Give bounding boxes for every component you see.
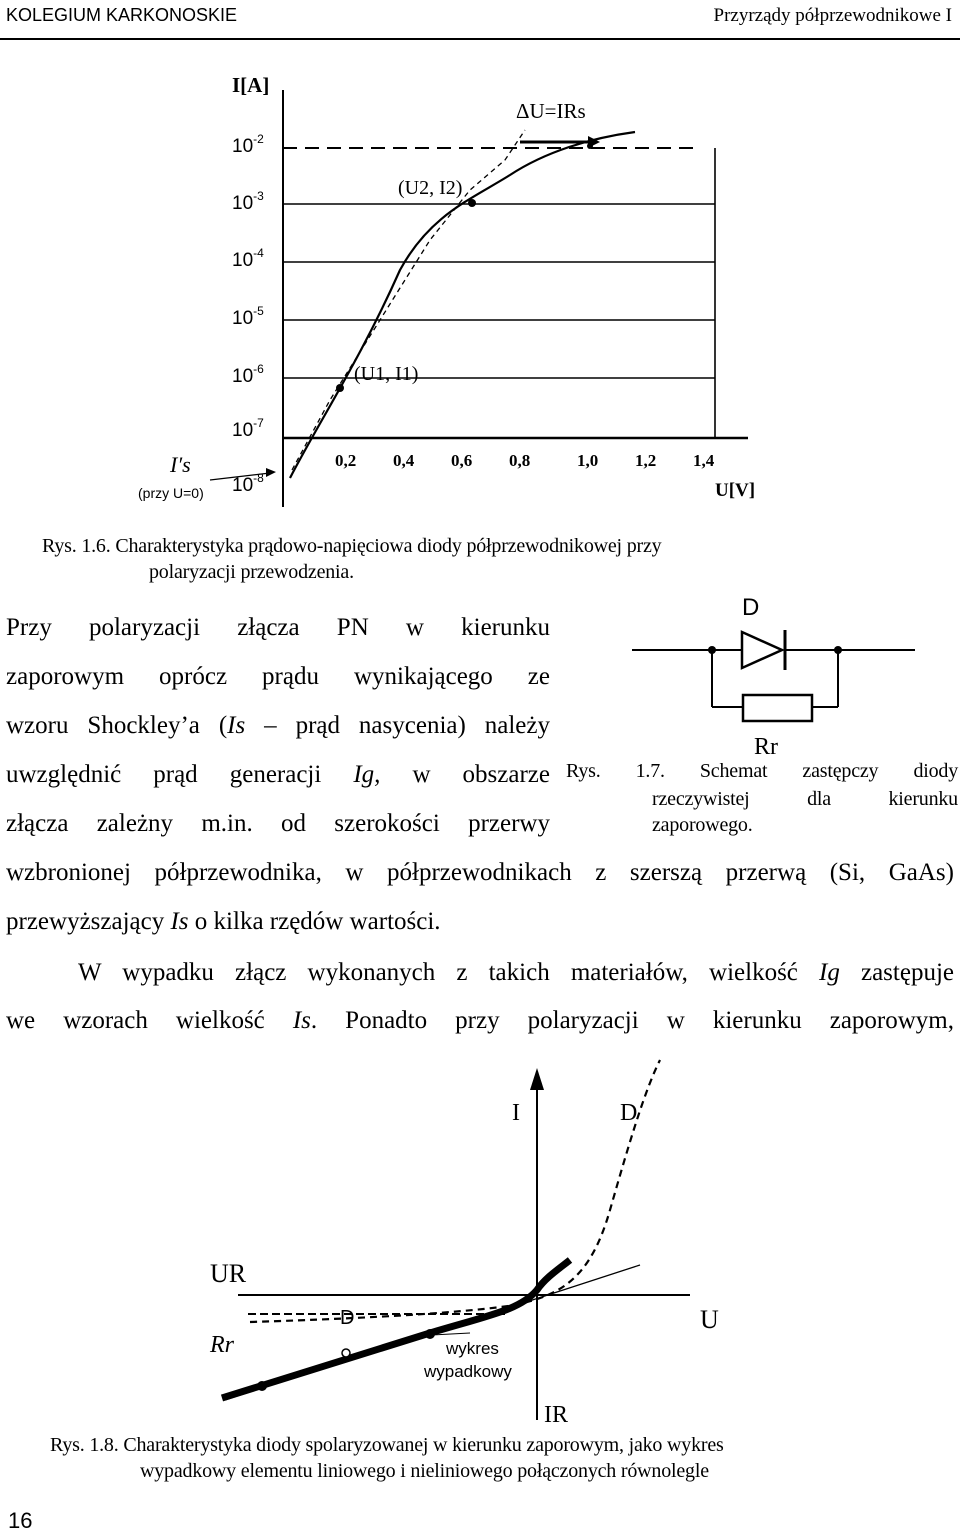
paragraph-2-line-2: we wzorach wielkość Is. Ponadto przy polaryzacji w kierunku zaporowym, — [6, 1007, 955, 1034]
svg-text:0,8: 0,8 — [509, 451, 531, 470]
paragraph-1-line-7: przewyższający Is o kilka rzędów wartości. — [6, 908, 441, 935]
label-wykres-2: wypadkowy — [424, 1362, 512, 1381]
svg-text:10-8: $10^{-8}$ — [232, 471, 264, 496]
point-b — [425, 1329, 435, 1339]
label-rr: Rr — [210, 1332, 234, 1358]
label-d-top: D — [620, 1100, 638, 1126]
y-tick-labels — [232, 132, 264, 496]
point-a — [257, 1381, 267, 1391]
paragraph-1-line-3: wzoru Shockley’a (Is – prąd nasycenia) należy — [6, 712, 550, 739]
svg-text:1,0: 1,0 — [577, 451, 599, 470]
point-1-label: (U1, I1) — [354, 363, 419, 385]
svg-text:10-7: $10^{-7}$ — [232, 416, 264, 441]
svg-text:0,6: 0,6 — [451, 451, 473, 470]
svg-text:1,4: 1,4 — [693, 451, 715, 470]
diode-symbol — [742, 632, 782, 668]
svg-text:0,2: 0,2 — [335, 451, 357, 470]
running-header-left: KOLEGIUM KARKONOSKIE — [6, 5, 238, 25]
label-ur: UR — [210, 1259, 247, 1288]
svg-text:10-3: $10^{-3}$ — [232, 189, 264, 214]
figure-1-7-caption-line-1: Rys. 1.7. Schemat zastępczy diody — [566, 760, 958, 782]
point-2 — [468, 199, 476, 207]
figure-1-6-caption-line-2: polaryzacji przewodzenia. — [149, 561, 354, 583]
svg-text:1,2: 1,2 — [635, 451, 657, 470]
resistor-symbol — [743, 695, 812, 721]
label-rr: Rr — [754, 734, 778, 760]
figure-1-7-caption-line-3: zaporowego. — [652, 814, 753, 836]
is-symbol: I′s — [170, 452, 191, 477]
label-u: U — [700, 1305, 719, 1334]
point-2-label: (U2, I2) — [398, 177, 463, 199]
x-axis-label: U[V] — [715, 480, 756, 501]
figure-1-7-circuit — [0, 580, 960, 780]
paragraph-1-line-2: zaporowym oprócz prądu wynikającego ze — [6, 663, 550, 690]
node-left — [708, 646, 716, 654]
paragraph-1-line-5: złącza zależny m.in. od szerokości przerwy — [6, 810, 550, 837]
svg-text:0,4: 0,4 — [393, 451, 415, 470]
figure-1-6-chart — [0, 0, 960, 520]
figure-1-8-chart — [0, 1050, 960, 1450]
svg-text:10-6: $10^{-6}$ — [232, 362, 264, 387]
label-d: D — [742, 594, 760, 621]
figure-1-8-caption-line-1: Rys. 1.8. Charakterystyka diody spolaryzowanej w kierunku zaporowym, jako wykres — [50, 1434, 724, 1456]
label-i: I — [512, 1100, 520, 1126]
delta-u-label: ΔU=IRs — [516, 99, 586, 123]
x-tick-labels — [335, 451, 715, 470]
svg-text:10-5: $10^{-5}$ — [232, 304, 264, 329]
svg-text:10-4: $10^{-4}$ — [232, 246, 264, 271]
running-header-right: Przyrządy półprzewodnikowe I — [713, 5, 952, 26]
point-c — [342, 1349, 350, 1357]
figure-1-7-caption-line-2: rzeczywistej dla kierunku — [652, 788, 958, 810]
paragraph-2-line-1: W wypadku złącz wykonanych z takich materiałów, wielkość Ig zastępuje — [78, 959, 954, 986]
paragraph-1-line-6: wzbronionej półprzewodnika, w półprzewodnikach z szerszą przerwą (Si, GaAs) — [6, 859, 954, 886]
real-curve — [290, 132, 635, 478]
node-right — [834, 646, 842, 654]
y-axis-label: I[A] — [232, 73, 270, 97]
point-1 — [336, 384, 344, 392]
page-number: 16 — [8, 1508, 33, 1533]
label-d-mid: D — [340, 1307, 355, 1329]
label-ir: IR — [544, 1402, 568, 1428]
paragraph-1-line-1: Przy polaryzacji złącza PN w kierunku — [6, 614, 550, 641]
svg-text:10-2: $10^{-2}$ — [232, 132, 264, 157]
resultant-curve — [222, 1260, 570, 1398]
diode-curve — [250, 1060, 660, 1322]
is-note: (przy U=0) — [138, 485, 204, 501]
figure-1-6-caption-line-1: Rys. 1.6. Charakterystyka prądowo-napięciowa diody półprzewodnikowej przy — [42, 535, 662, 557]
paragraph-1-line-4: uwzględnić prąd generacji Ig, w obszarze — [6, 761, 550, 788]
figure-1-8-caption-line-2: wypadkowy elementu liniowego i nieliniowego połączonych równolegle — [140, 1460, 709, 1482]
label-wykres-1: wykres — [446, 1339, 499, 1358]
point-3 — [587, 143, 593, 149]
